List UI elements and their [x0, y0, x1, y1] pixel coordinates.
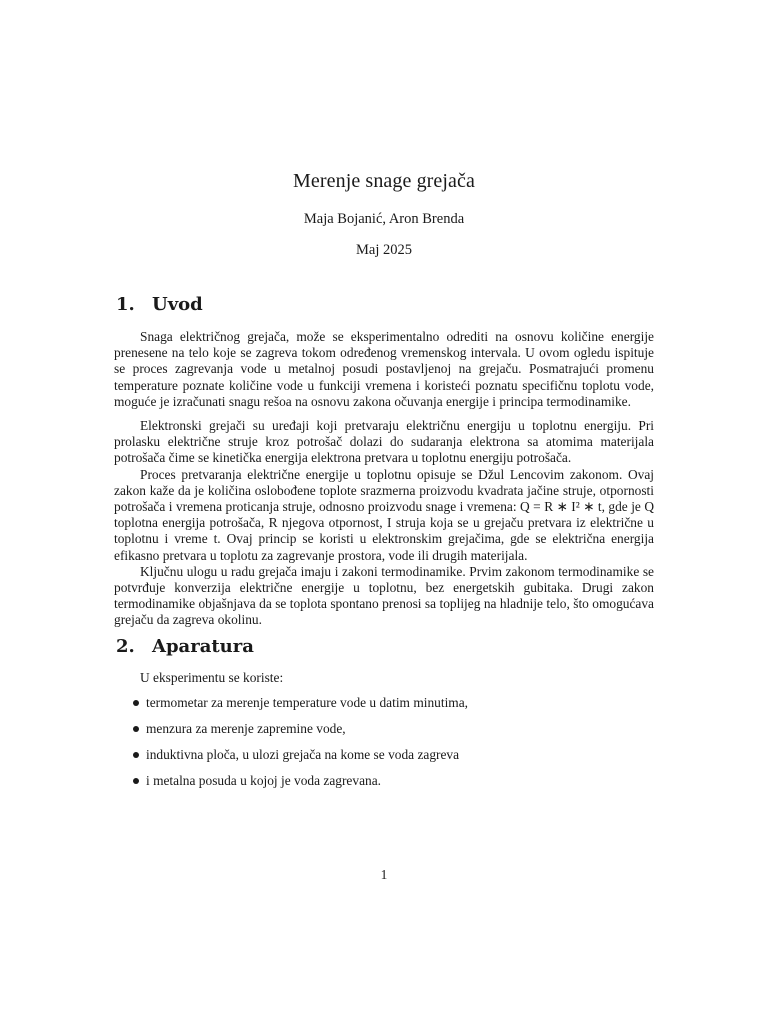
list-item-text: i metalna posuda u kojoj je voda zagrevana.	[146, 773, 381, 788]
section-number: 1.	[116, 294, 135, 315]
paragraph: Snaga električnog grejača, može se eksperimentalno odrediti na osnovu količine energije prenesene na telo koje se zagreva tokom određenog vremenskog intervala. U ovom ogledu ispituje se proces zagrevanja vode u metalnoj posudi postavljenoj na grejaču. Posmatrajući promenu temperature poznate količine vode u funkciji vremena i koristeći poznatu specifičnu toplotu vode, moguće je izračunati snagu rešoa na osnovu zakona očuvanja energije i principa termodinamike.	[114, 329, 654, 409]
section-title: Aparatura	[152, 636, 254, 657]
paper-date: Maj 2025	[356, 242, 412, 258]
bullet-icon	[133, 726, 139, 732]
list-item-text: induktivna ploča, u ulozi grejača na kome se voda zagreva	[146, 747, 460, 762]
bullet-icon	[133, 700, 139, 706]
bullet-icon	[133, 752, 139, 758]
list-item	[114, 694, 654, 720]
section-heading-uvod	[116, 294, 203, 315]
apparatus-list	[114, 694, 654, 798]
paragraph: Ključnu ulogu u radu grejača imaju i zakoni termodinamike. Prvim zakonom termodinamike se potvrđuje konverzija električne energije u toplotnu, bez energetskih gubitaka. Drugi zakon termodinamike objašnjava da se toplota spontano prenosi sa toplijeg na hladnije telo, što omogućava grejaču da zagreva okolinu.	[114, 563, 654, 628]
paper-title: Merenje snage grejača	[293, 170, 475, 192]
apparatus-intro: U eksperimentu se koriste:	[140, 670, 284, 685]
section-title: Uvod	[152, 294, 203, 315]
list-item	[114, 720, 654, 746]
paragraph: Elektronski grejači su uređaji koji pretvaraju električnu energiju u toplotnu energiju. Pri prolasku električne struje kroz potrošač dolazi do sudaranja elektrona sa atomima materijala potrošača čime se kinetička energija elektrona pretvara u toplotnu energiju potrošača.	[114, 418, 654, 466]
list-item-text: termometar za merenje temperature vode u datim minutima,	[146, 695, 468, 710]
section-body-uvod	[114, 329, 654, 629]
list-item-text: menzura za merenje zapremine vode,	[146, 721, 346, 736]
section-number: 2.	[116, 636, 135, 657]
paper-page	[114, 0, 654, 1024]
page-number: 1	[380, 867, 388, 882]
bullet-icon	[133, 778, 139, 784]
paragraph: Proces pretvaranja električne energije u toplotnu opisuje se Džul Lencovim zakonom. Ovaj zakon kaže da je količina oslobođene toplote srazmerna proizvodu kvadrata jačine struje, otpornosti potrošača i vremena proticanja struje, odnosno proizvodu snage i vremena: Q = R ∗ I² ∗ t, gde je Q toplotna energija potrošača, R njegova otpornost, I struja koja se u grejaču pretvara iz električne u toplotnu i vreme t. Ovaj princip se koristi u elektronskim grejačima, gde se električna energija efikasno pretvara u toplotu za zagrevanje prostora, vode ili drugih materijala.	[114, 466, 654, 563]
list-item	[114, 746, 654, 772]
paper-authors: Maja Bojanić, Aron Brenda	[303, 211, 465, 227]
list-item	[114, 772, 654, 798]
section-heading-aparatura	[116, 636, 254, 657]
